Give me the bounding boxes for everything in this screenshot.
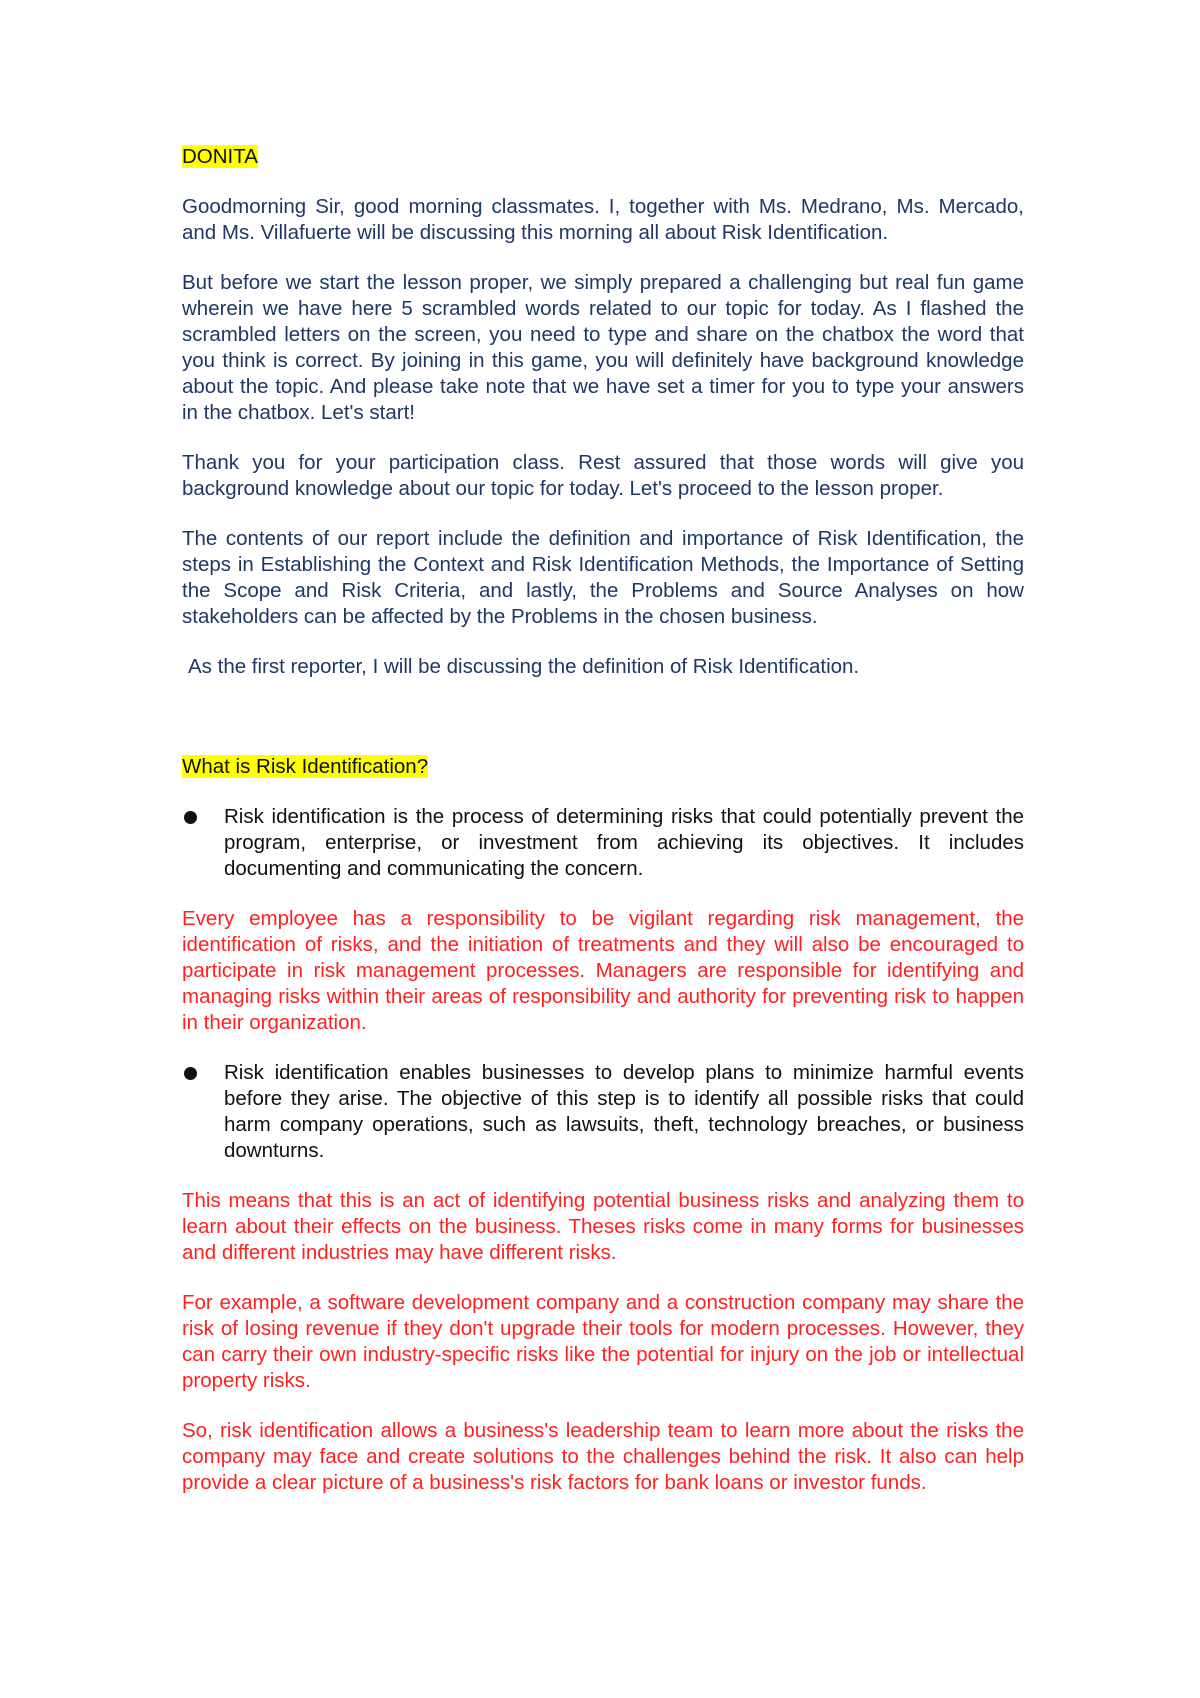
note-paragraph-meaning: This means that this is an act of identifying potential business risks and analyzing them to learn about their effects on the business. Theses risks come in many forms for businesses and different industries may have different risks. — [182, 1189, 1024, 1264]
bullet-text: Risk identification is the process of determining risks that could potentially prevent the program, enterprise, or investment from achieving its objectives. It includes documenting and communicating the concern. — [224, 805, 1024, 880]
document-body — [182, 144, 1024, 1520]
intro-paragraph-game: But before we start the lesson proper, we simply prepared a challenging but real fun game wherein we have here 5 scrambled words related to our topic for today. As I flashed the scrambled letters on the screen, you need to type and share on the chatbox the word that you think is correct. By joining in this game, you will definitely have background knowledge about the topic. And please take note that we have set a timer for you to type your answers in the chatbox. Let's start! — [182, 271, 1024, 424]
intro-paragraph-contents: The contents of our report include the definition and importance of Risk Identification, the steps in Establishing the Context and Risk Identification Methods, the Importance of Setting the Scope and Risk Criteria, and lastly, the Problems and Source Analyses on how stakeholders can be affected by the Problems in the chosen business. — [182, 527, 1024, 628]
section-heading — [182, 754, 1024, 780]
speaker-heading — [182, 144, 1024, 170]
intro-paragraph-greeting: Goodmorning Sir, good morning classmates. I, together with Ms. Medrano, Ms. Mercado, and Ms. Villafuerte will be discussing this morning all about Risk Identification. — [182, 195, 1024, 244]
note-paragraph-conclusion: So, risk identification allows a business's leadership team to learn more about the risks the company may face and create solutions to the challenges behind the risk. It also can help provide a clear picture of a business's risk factors for bank loans or investor funds. — [182, 1419, 1024, 1494]
bullet-text: Risk identification enables businesses to develop plans to minimize harmful events before they arise. The objective of this step is to identify all possible risks that could harm company operations, such as lawsuits, theft, technology breaches, or business downturns. — [224, 1061, 1024, 1162]
note-paragraph-example: For example, a software development company and a construction company may share the risk of losing revenue if they don't upgrade their tools for modern processes. However, they can carry their own industry-specific risks like the potential for injury on the job or intellectual property risks. — [182, 1291, 1024, 1392]
speaker-name: DONITA — [182, 145, 258, 168]
bullet-item-plans — [182, 1060, 1024, 1164]
bullet-icon — [184, 1067, 197, 1080]
intro-paragraph-first-reporter: As the first reporter, I will be discussing the definition of Risk Identification. — [188, 655, 860, 678]
intro-paragraph-thanks: Thank you for your participation class. Rest assured that those words will give you background knowledge about our topic for today. Let's proceed to the lesson proper. — [182, 451, 1024, 500]
bullet-icon — [184, 811, 197, 824]
section-spacer — [182, 704, 1024, 754]
note-paragraph-employees: Every employee has a responsibility to be vigilant regarding risk management, the identification of risks, and the initiation of treatments and they will also be encouraged to participate in risk management processes. Managers are responsible for identifying and managing risks within their areas of responsibility and authority for preventing risk to happen in their organization. — [182, 907, 1024, 1034]
section-heading-text: What is Risk Identification? — [182, 755, 429, 778]
bullet-item-definition — [182, 804, 1024, 882]
